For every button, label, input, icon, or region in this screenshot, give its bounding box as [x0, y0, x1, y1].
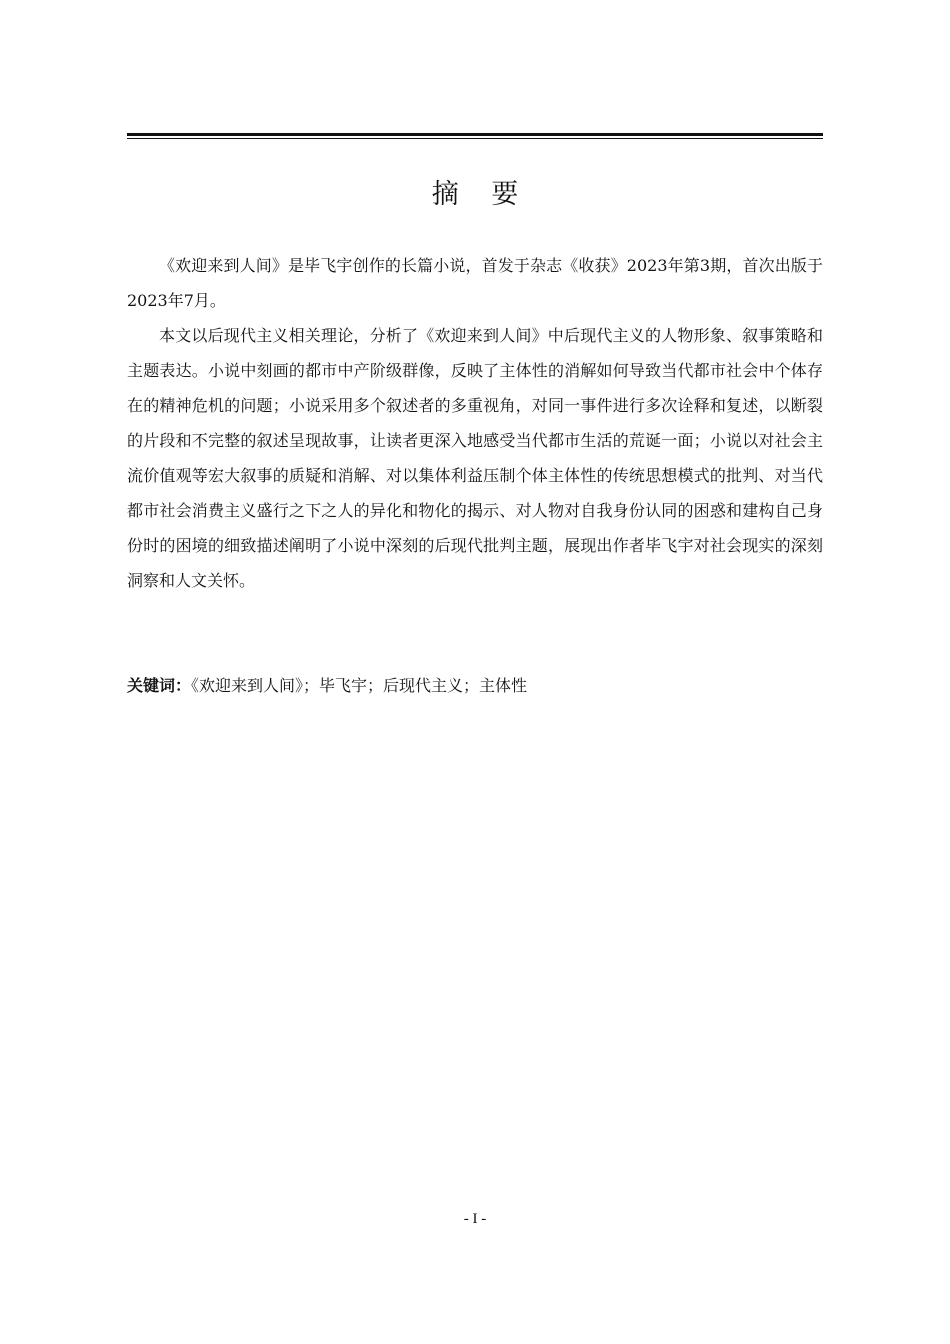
keywords-line	[127, 668, 823, 703]
keywords-text: 《欢迎来到人间》；毕飞宇；后现代主义；主体性	[191, 676, 528, 695]
abstract-body	[127, 248, 823, 598]
header-rule-thin	[127, 138, 823, 139]
page-number: - I -	[463, 1211, 487, 1227]
keywords-label: 关键词：	[127, 676, 192, 695]
abstract-paragraph-1: 《欢迎来到人间》是毕飞宇创作的长篇小说，首发于杂志《收获》2023年第3期，首次出版于2023年7月。	[127, 256, 823, 310]
page-title: 摘 要	[431, 179, 531, 210]
abstract-paragraph-2: 本文以后现代主义相关理论，分析了《欢迎来到人间》中后现代主义的人物形象、叙事策略和主题表达。小说中刻画的都市中产阶级群像，反映了主体性的消解如何导致当代都市社会中个体存在的精神危机的问题；小说采用多个叙述者的多重视角，对同一事件进行多次诠释和复述，以断裂的片段和不完整的叙述呈现故事，让读者更深入地感受当代都市生活的荒诞一面；小说以对社会主流价值观等宏大叙事的质疑和消解、对以集体利益压制个体主体性的传统思想模式的批判、对当代都市社会消费主义盛行之下之人的异化和物化的揭示、对人物对自我身份认同的困惑和建构自己身份时的困境的细致描述阐明了小说中深刻的后现代批判主题，展现出作者毕飞宇对社会现实的深刻洞察和人文关怀。	[127, 326, 823, 590]
header-rule-thick	[127, 133, 823, 136]
